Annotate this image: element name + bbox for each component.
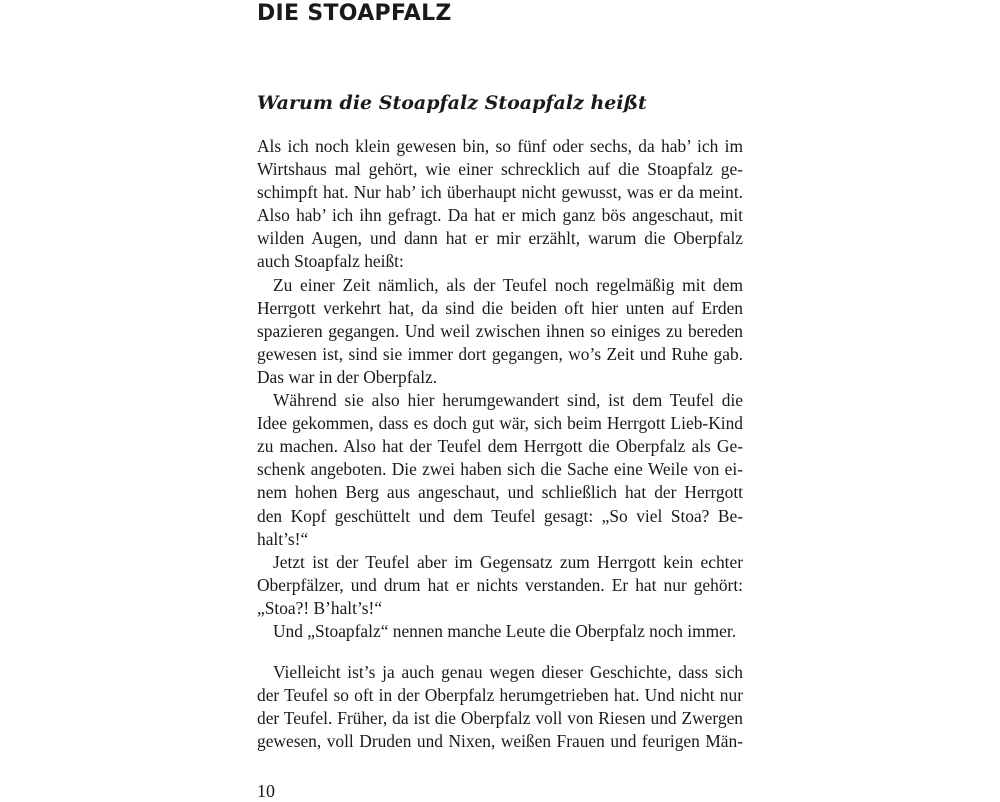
- text-line: Zu einer Zeit nämlich, als der Teufel noch regelmäßig mit dem: [273, 274, 743, 295]
- text-line: schimpft hat. Nur hab’ ich überhaupt nicht gewusst, was er da meint.: [257, 182, 743, 203]
- text-line: Herrgott verkehrt hat, da sind die beiden oft hier unten auf Erden: [257, 297, 743, 318]
- text-line: Und „Stoapfalz“ nennen manche Leute die Oberpfalz noch immer.: [273, 620, 737, 641]
- text-line: den Kopf geschüttelt und dem Teufel gesagt: „So viel Stoa? Be-: [257, 505, 743, 526]
- text-line: Oberpfälzer, und drum hat er nichts verstanden. Er hat nur gehört:: [257, 574, 743, 595]
- text-line: Wirtshaus mal gehört, wie einer schrecklich auf die Stoapfalz ge-: [257, 159, 743, 180]
- chapter-title: DIE STOAPFALZ: [257, 1, 452, 26]
- text-line: Während sie also hier herumgewandert sind, ist dem Teufel die: [273, 390, 743, 411]
- text-line: der Teufel so oft in der Oberpfalz herumgetrieben hat. Und nicht nur: [257, 685, 743, 706]
- text-line: nem hohen Berg aus angeschaut, und schließlich hat der Herrgott: [257, 482, 743, 503]
- body-text-block-1: [257, 135, 743, 643]
- text-line: Das war in der Oberpfalz.: [257, 366, 438, 387]
- text-line: wilden Augen, und dann hat er mir erzählt, warum die Oberpfalz: [257, 228, 743, 249]
- section-title: Warum die Stoapfalz Stoapfalz heißt: [257, 92, 647, 114]
- text-line: Als ich noch klein gewesen bin, so fünf oder sechs, da hab’ ich im: [257, 136, 743, 156]
- text-line: Vielleicht ist’s ja auch genau wegen dieser Geschichte, dass sich: [273, 662, 743, 682]
- text-line: Idee gekommen, dass es doch gut wär, sich beim Herrgott Lieb-Kind: [257, 413, 743, 434]
- text-line: gewesen, voll Druden und Nixen, weißen Frauen und feurigen Män-: [257, 731, 743, 752]
- text-line: spazieren gegangen. Und weil zwischen ihnen so einiges zu bereden: [257, 320, 743, 341]
- text-line: der Teufel. Früher, da ist die Oberpfalz voll von Riesen und Zwergen: [257, 708, 743, 729]
- text-line: Jetzt ist der Teufel aber im Gegensatz zum Herrgott kein echter: [273, 551, 743, 572]
- text-line: schenk angeboten. Die zwei haben sich die Sache eine Weile von ei-: [257, 459, 743, 480]
- text-line: zu machen. Also hat der Teufel dem Herrgott die Oberpfalz als Ge-: [257, 436, 743, 457]
- text-line: „Stoa?! B’halt’s!“: [257, 597, 383, 618]
- text-line: Also hab’ ich ihn gefragt. Da hat er mich ganz bös angeschaut, mit: [257, 205, 743, 226]
- text-line: halt’s!“: [257, 528, 309, 549]
- text-line: auch Stoapfalz heißt:: [257, 251, 404, 272]
- body-text-block-2: [257, 661, 743, 753]
- text-line: gewesen ist, sind sie immer dort gegangen, wo’s Zeit und Ruhe gab.: [257, 343, 743, 364]
- page-number: 10: [257, 781, 275, 801]
